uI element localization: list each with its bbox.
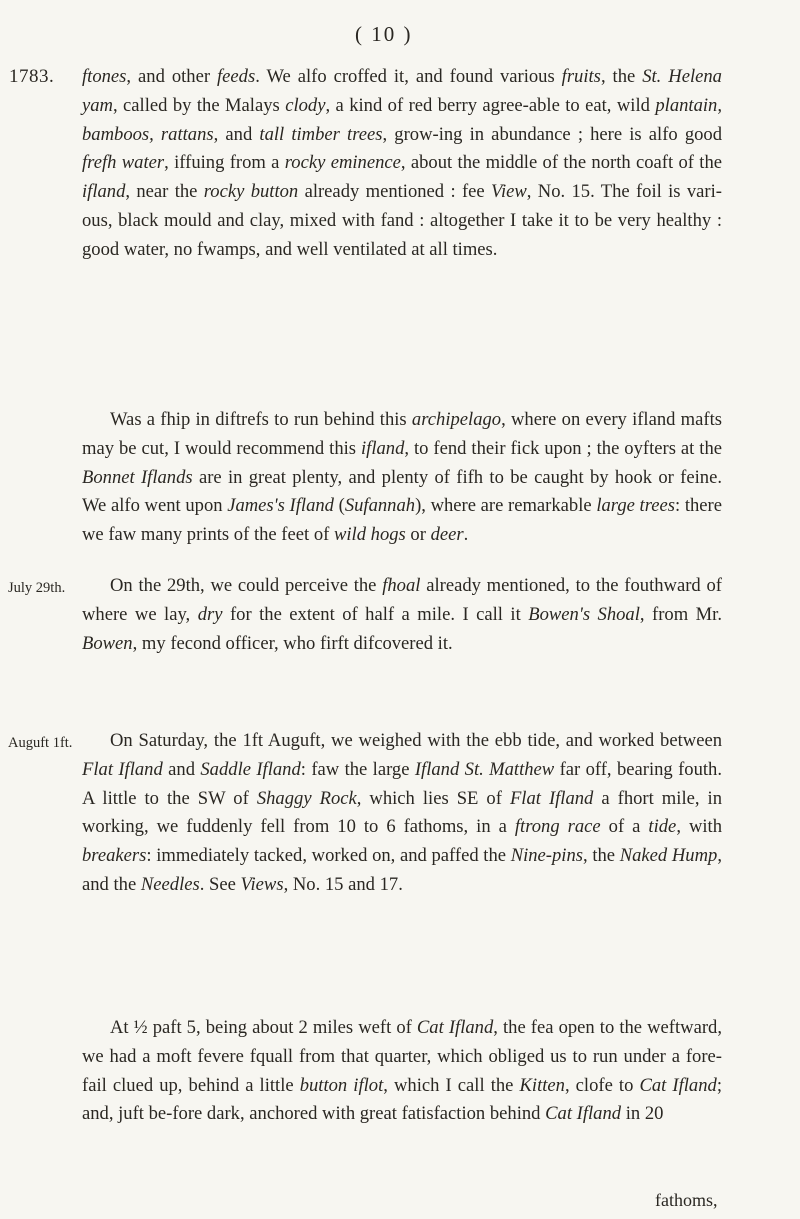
italic-term: deer	[430, 524, 464, 546]
italic-term: plantain, bamboos, rattans	[82, 94, 722, 145]
text-run: , No. 15. The foil is vari-ous, black mould and clay, mixed with fand : altogether I take it to be very healthy : good water, no fwamps, and well ventilated at all times.	[82, 181, 722, 260]
italic-term: Nine-pins	[510, 845, 583, 867]
paragraph-bowens-shoal	[82, 572, 722, 658]
year-heading: 1783.	[9, 66, 55, 87]
text-run: ; and, juft be-fore dark, anchored with great fatisfaction behind	[82, 1074, 722, 1125]
italic-term: frefh water	[82, 152, 165, 174]
italic-term: feeds	[216, 66, 256, 87]
italic-term: fhoal	[382, 575, 421, 596]
text-run: , the fea open to the weftward, we had a moft fevere fquall from that quarter, which obliged us to run under a fore-fail clued up, behind a little	[82, 1017, 722, 1096]
text-run: already mentioned, to the fouthward of where we lay,	[82, 575, 722, 625]
italic-term: ftones	[82, 66, 127, 87]
text-run: . See	[199, 873, 241, 895]
italic-term: clody	[285, 94, 326, 116]
text-run: (	[333, 495, 345, 517]
italic-term: ifland	[361, 437, 405, 459]
italic-term: large trees	[596, 495, 675, 517]
text-run: , and	[213, 123, 260, 145]
italic-term: ifland	[82, 181, 126, 203]
text-run: Was a fhip in diftrefs to run behind this	[110, 409, 412, 430]
italic-term: wild hogs	[333, 524, 406, 546]
text-run: , called by the Malays	[112, 94, 286, 116]
paragraph-cat-island	[82, 1014, 722, 1129]
italic-term: tide	[648, 816, 677, 838]
italic-term: Cat Ifland	[545, 1103, 622, 1125]
text-run: On the 29th, we could perceive the	[110, 575, 383, 596]
text-run: , No. 15 and 17.	[283, 873, 403, 895]
italic-term: Saddle Ifland	[200, 758, 301, 780]
text-run: , a kind of red berry agree-able to eat, wild	[325, 94, 656, 116]
italic-term: ftrong race	[514, 816, 601, 838]
text-run: of a	[600, 816, 649, 838]
text-run: or	[405, 524, 431, 546]
italic-term: James's Ifland	[227, 495, 334, 517]
text-run: , about the middle of the north coaft of the	[400, 152, 723, 174]
margin-note-august: Auguft 1ft.	[8, 735, 73, 751]
italic-term: Bowen's Shoal	[528, 603, 640, 625]
italic-term: View	[490, 181, 527, 203]
text-run: ), where are remarkable	[415, 495, 597, 517]
italic-term: tall timber trees	[259, 123, 383, 145]
text-run: , clofe to	[564, 1074, 640, 1096]
paragraph-august-first	[82, 727, 722, 900]
text-run: On Saturday, the 1ft Auguft, we weighed with the ebb tide, and worked between	[110, 730, 722, 751]
text-run: , and other	[126, 66, 217, 87]
paragraph-ship-distress	[82, 406, 722, 550]
italic-term: Cat Ifland	[639, 1074, 717, 1096]
text-run: , to fend their fick upon ; the oyfters at the	[404, 437, 723, 459]
text-run: , with	[676, 816, 723, 838]
text-run: : immediately tacked, worked on, and paffed the	[146, 845, 511, 867]
italic-term: Views	[240, 873, 284, 895]
text-run: a fhort mile, in working, we fuddenly fell from 10 to 6 fathoms, in a	[82, 787, 722, 838]
text-run: in 20	[621, 1103, 664, 1125]
text-run: , iffuing from a	[164, 152, 285, 174]
text-run: , which lies SE of	[356, 787, 510, 809]
italic-term: archipelago	[411, 409, 502, 430]
italic-term: Naked Hump	[619, 845, 718, 867]
italic-term: Sufannah	[344, 495, 416, 517]
text-run: , the	[600, 66, 643, 87]
text-run: , from Mr.	[639, 603, 722, 625]
italic-term: rocky eminence	[284, 152, 401, 174]
italic-term: Shaggy Rock	[256, 787, 357, 809]
margin-note-july: July 29th.	[8, 580, 66, 596]
paragraph-island-produce	[82, 63, 722, 265]
italic-term: button iflot	[299, 1074, 384, 1096]
text-run: : there we faw many prints of the feet of	[82, 495, 722, 546]
text-run: At ½ paft 5, being about 2 miles weft of	[110, 1017, 417, 1038]
text-run: , near the	[125, 181, 204, 203]
text-run: , where on every ifland mafts may be cut, I would recommend this	[82, 409, 722, 459]
italic-term: dry	[197, 603, 223, 625]
text-run: , the	[583, 845, 620, 867]
text-run: , grow-ing in abundance ; here is alfo good	[382, 123, 723, 145]
text-run: . We alfo croffed it, and found various	[255, 66, 562, 87]
text-run: , which I call the	[383, 1074, 520, 1096]
italic-term: Bowen	[82, 632, 133, 654]
italic-term: Needles	[140, 873, 200, 895]
italic-term: Flat Ifland	[82, 758, 163, 780]
italic-term: Kitten	[519, 1074, 565, 1096]
text-run: for the extent of half a mile. I call it	[222, 603, 529, 625]
text-run: , and the	[82, 845, 722, 895]
italic-term: St. Helena yam	[82, 66, 722, 116]
page-number: ( 10 )	[355, 22, 413, 46]
italic-term: rocky button	[203, 181, 299, 203]
text-run: already mentioned : fee	[298, 181, 491, 203]
text-run: .	[463, 524, 469, 546]
italic-term: Flat Ifland	[509, 787, 594, 809]
italic-term: Ifland St. Matthew	[414, 758, 555, 780]
catchword: fathoms,	[655, 1190, 718, 1210]
italic-term: breakers	[82, 845, 147, 867]
text-run: and	[162, 758, 201, 780]
text-run: : faw the large	[300, 758, 415, 780]
text-run: , my fecond officer, who firft difcovered it.	[132, 632, 453, 654]
italic-term: fruits	[561, 66, 601, 87]
italic-term: Cat Ifland	[416, 1017, 494, 1038]
text-run: are in great plenty, and plenty of fifh to be caught by hook or feine. We alfo went upon	[82, 466, 722, 517]
italic-term: Bonnet Iflands	[82, 466, 193, 488]
text-run: far off, bearing fouth. A little to the SW of	[82, 758, 722, 809]
